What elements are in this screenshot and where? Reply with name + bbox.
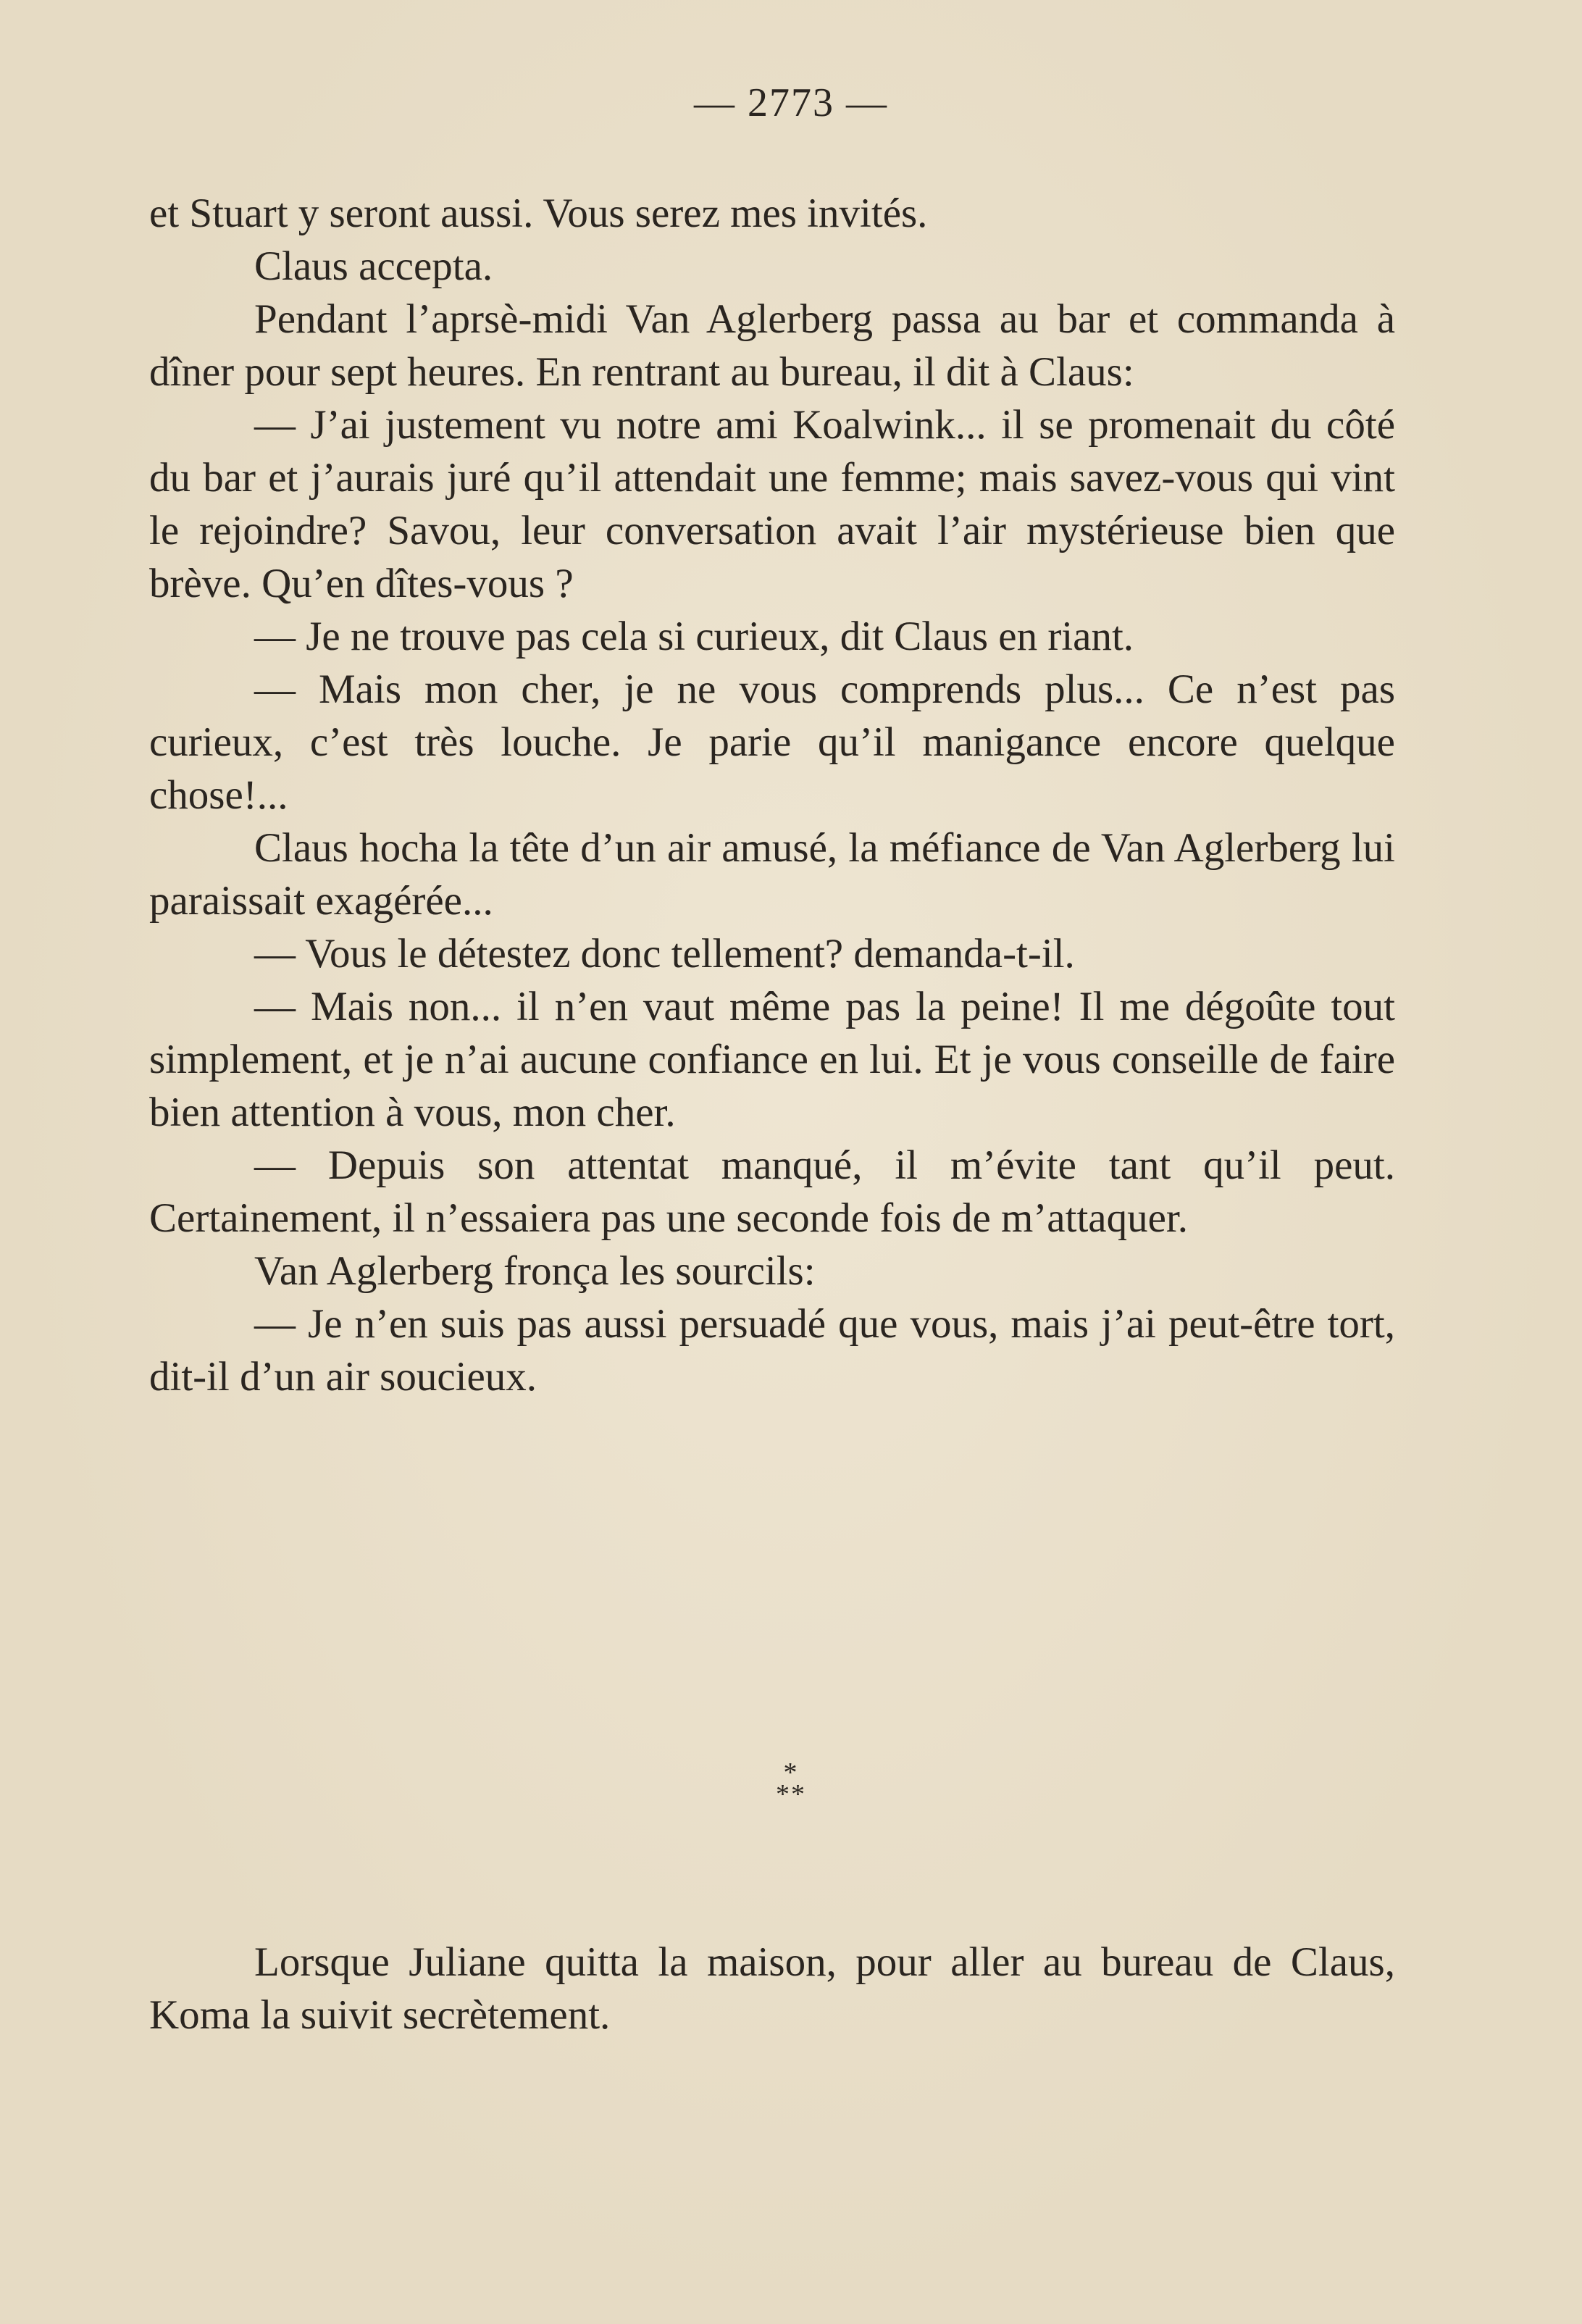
paragraph: — Vous le détestez donc tellement? demanda-t-il. [254, 931, 1075, 977]
paragraph: — Mais non... il n’en vaut même pas la peine! Il me dégoûte tout simplement, et je n’ai aucune confiance en lui. Et je vous conseille de faire bien attention à vous, mon cher. [149, 984, 1395, 1135]
paragraph: — Depuis son attentat manqué, il m’évite tant qu’il peut. Certainement, il n’essaiera pas une seconde fois de m’attaquer. [149, 1142, 1395, 1241]
paragraph: — Je ne trouve pas cela si curieux, dit Claus en riant. [254, 614, 1134, 659]
separator-top-star: * [783, 1757, 799, 1788]
paragraph: Lorsque Juliane quitta la maison, pour aller au bureau de Claus, Koma la suivit secrètement. [149, 1939, 1395, 2038]
separator-bottom-stars: ** [776, 1779, 806, 1810]
paragraph: — Je n’en suis pas aussi persuadé que vous, mais j’ai peut-être tort, dit-il d’un air soucieux. [149, 1301, 1395, 1400]
paragraph: Pendant l’aprsè-midi Van Aglerberg passa au bar et commanda à dîner pour sept heures. En rentrant au bureau, il dit à Claus: [149, 296, 1395, 395]
paragraph: Van Aglerberg fronça les sourcils: [254, 1248, 816, 1294]
paragraph: Claus accepta. [254, 243, 493, 289]
final-text [149, 1936, 1395, 2041]
paragraph: Claus hocha la tête d’un air amusé, la méfiance de Van Aglerberg lui paraissait exagérée... [149, 825, 1395, 924]
paragraph: et Stuart y seront aussi. Vous serez mes invités. [149, 191, 928, 236]
paragraph: — Mais mon cher, je ne vous comprends plus... Ce n’est pas curieux, c’est très louche. Je parie qu’il manigance encore quelque chose!... [149, 666, 1395, 818]
paragraph: — J’ai justement vu notre ami Koalwink... il se promenait du côté du bar et j’aurais juré qu’il attendait une femme; mais savez-vous qui vint le rejoindre? Savou, leur conversation avait l’air mystérieuse bien que brève. Qu’en dîtes-vous ? [149, 402, 1395, 606]
section-separator [0, 1757, 1582, 1810]
body-text [149, 187, 1395, 1403]
page-number: — 2773 — [694, 80, 888, 125]
